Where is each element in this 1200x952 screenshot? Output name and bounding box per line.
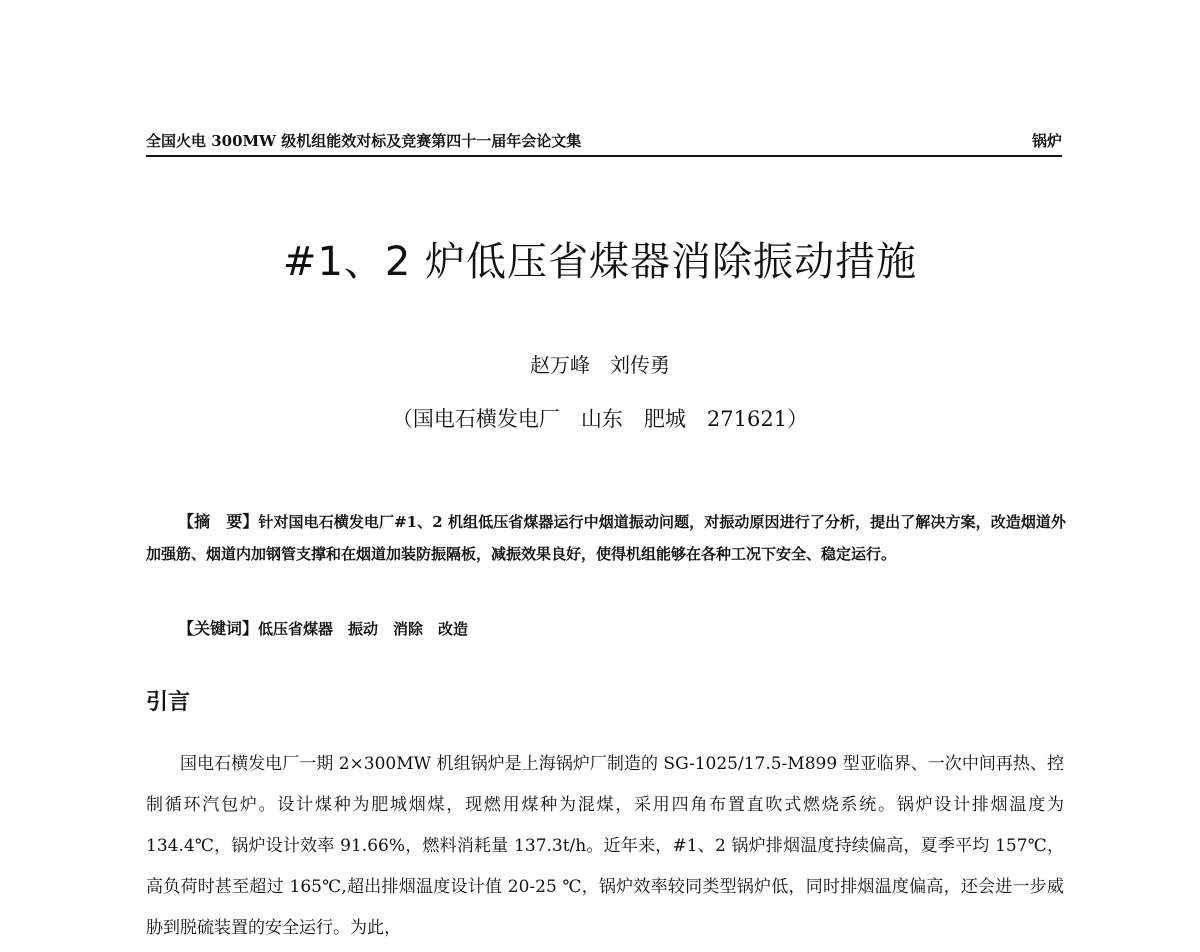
author-list: 赵万峰 刘传勇 <box>530 353 670 377</box>
section-label: 锅炉 <box>1031 132 1062 150</box>
paper-title: #1、2 炉低压省煤器消除振动措施 <box>282 239 918 285</box>
journal-title: 全国火电 300MW 级机组能效对标及竞赛第四十一届年会论文集 <box>146 132 582 150</box>
header-divider <box>146 155 1062 157</box>
keywords-label: 【关键词】 <box>178 619 259 638</box>
body-paragraph: 国电石横发电厂一期 2×300MW 机组锅炉是上海锅炉厂制造的 SG-1025/17.5-M899 型亚临界、一次中间再热、控制循环汽包炉。设计煤种为肥城烟煤，现燃用煤种为混煤，采用四角布置直吹式燃烧系统。锅炉设计排烟温度为 134.4℃，锅炉设计效率 91.66%，燃料消耗量 137.3t/h。近年来，#1、2 锅炉排烟温度持续偏高，夏季平均 157℃，高负荷时甚至超过 165℃,超出排烟温度设计值 20-25 ℃，锅炉效率较同类型锅炉低，同时排烟温度偏高，还会进一步威胁到脱硫装置的安全运行。为此， <box>146 754 1064 938</box>
section-heading: 引言 <box>146 690 191 715</box>
abstract <box>146 506 1066 570</box>
keywords <box>178 613 468 645</box>
running-header <box>146 131 1062 155</box>
abstract-text: 针对国电石横发电厂#1、2 机组低压省煤器运行中烟道振动问题，对振动原因进行了分析，提出了解决方案，改造烟道外加强筋、烟道内加钢管支撑和在烟道加装防振隔板，减振效果良好，使得机组能够在各种工况下安全、稳定运行。 <box>146 513 1066 563</box>
abstract-label: 【摘 要】 <box>178 512 259 531</box>
author-affiliation: （国电石横发电厂 山东 肥城 271621） <box>391 407 809 431</box>
keywords-text: 低压省煤器 振动 消除 改造 <box>258 620 469 638</box>
